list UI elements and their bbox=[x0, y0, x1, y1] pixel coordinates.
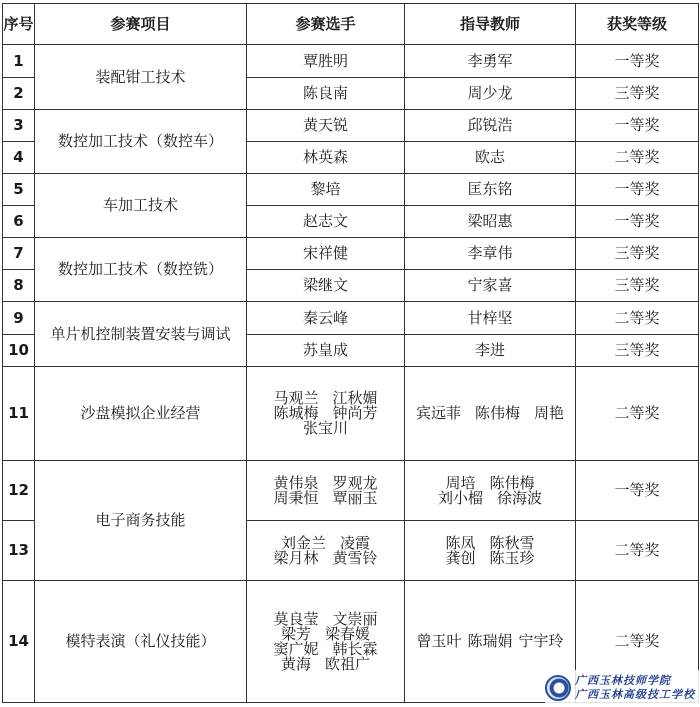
table-row bbox=[3, 302, 699, 335]
contestant-name: 罗观龙 bbox=[332, 473, 378, 492]
award-cell: 二等奖 bbox=[576, 581, 699, 703]
award-cell: 二等奖 bbox=[576, 521, 699, 581]
contestant-cell: 秦云峰 bbox=[247, 302, 405, 335]
instructor-cell bbox=[405, 461, 576, 521]
table-row bbox=[3, 238, 699, 270]
event-cell: 装配钳工技术 bbox=[35, 45, 247, 110]
event-cell: 沙盘模拟企业经营 bbox=[35, 367, 247, 461]
contestant-cell: 宋祥健 bbox=[247, 238, 405, 270]
award-cell: 一等奖 bbox=[576, 45, 699, 78]
school-name-line2: 广西玉林高级技工学校 bbox=[575, 688, 695, 701]
contestant-name: 梁月林 bbox=[273, 548, 319, 567]
contestant-name: 钟尚芳 bbox=[332, 404, 378, 422]
contestant-name: 欧祖广 bbox=[325, 654, 371, 673]
award-cell: 一等奖 bbox=[576, 174, 699, 206]
award-cell: 一等奖 bbox=[576, 461, 699, 521]
instructor-name: 陈伟梅 bbox=[474, 404, 520, 422]
contestant-cell: 覃胜明 bbox=[247, 45, 405, 78]
contestant-name: 梁春媛 bbox=[325, 624, 371, 643]
instructor-name: 宁宇玲 bbox=[518, 632, 564, 650]
contestant-name: 窦广妮 bbox=[273, 639, 319, 658]
award-cell: 二等奖 bbox=[576, 367, 699, 461]
event-cell: 单片机控制装置安装与调试 bbox=[35, 302, 247, 367]
seq-cell: 9 bbox=[3, 302, 35, 335]
instructor-cell: 邱锐浩 bbox=[405, 110, 576, 142]
contestant-name: 梁芳 bbox=[280, 624, 311, 643]
seq-cell: 13 bbox=[3, 521, 35, 581]
seq-cell: 1 bbox=[3, 45, 35, 78]
contestant-name: 凌霞 bbox=[340, 533, 371, 552]
header-seq: 序号 bbox=[3, 4, 35, 45]
seq-cell: 4 bbox=[3, 142, 35, 174]
instructor-cell bbox=[405, 521, 576, 581]
seq-cell: 2 bbox=[3, 78, 35, 110]
instructor-cell: 匡东铭 bbox=[405, 174, 576, 206]
school-logo-icon bbox=[545, 675, 571, 701]
instructor-name: 龚创 bbox=[445, 548, 476, 567]
instructor-name: 陈秋雪 bbox=[489, 533, 535, 552]
instructor-cell: 梁昭惠 bbox=[405, 206, 576, 238]
table-row bbox=[3, 461, 699, 521]
header-award: 获奖等级 bbox=[576, 4, 699, 45]
award-cell: 三等奖 bbox=[576, 335, 699, 367]
contestant-name: 覃丽玉 bbox=[332, 488, 378, 507]
instructor-name: 徐海波 bbox=[497, 488, 543, 507]
contestant-name: 江秋媚 bbox=[332, 389, 378, 407]
instructor-name: 陈瑞娟 bbox=[467, 632, 513, 650]
contestant-cell: 苏皇成 bbox=[247, 335, 405, 367]
contestant-cell: 黄天锐 bbox=[247, 110, 405, 142]
contestant-name: 韩长霖 bbox=[332, 639, 378, 658]
school-name-line1: 广西玉林技师学院 bbox=[575, 674, 671, 687]
instructor-cell: 宁家喜 bbox=[405, 270, 576, 302]
award-cell: 三等奖 bbox=[576, 238, 699, 270]
contestant-name: 黄雪铃 bbox=[332, 548, 378, 567]
instructor-name: 陈伟梅 bbox=[489, 473, 535, 492]
instructor-cell: 欧志 bbox=[405, 142, 576, 174]
header-contestants: 参赛选手 bbox=[247, 4, 405, 45]
school-watermark bbox=[545, 670, 700, 706]
table-row bbox=[3, 45, 699, 78]
header-instructors: 指导教师 bbox=[405, 4, 576, 45]
instructor-name: 宾远菲 bbox=[415, 404, 461, 422]
seq-cell: 7 bbox=[3, 238, 35, 270]
award-cell: 三等奖 bbox=[576, 270, 699, 302]
seq-cell: 5 bbox=[3, 174, 35, 206]
contestant-cell bbox=[247, 461, 405, 521]
contestant-name: 黄伟泉 bbox=[273, 473, 319, 492]
seq-cell: 14 bbox=[3, 581, 35, 703]
header-event: 参赛项目 bbox=[35, 4, 247, 45]
contestant-cell: 梁继文 bbox=[247, 270, 405, 302]
seq-cell: 8 bbox=[3, 270, 35, 302]
contestant-name: 周秉恒 bbox=[273, 488, 319, 507]
award-cell: 三等奖 bbox=[576, 78, 699, 110]
seq-cell: 6 bbox=[3, 206, 35, 238]
event-cell: 模特表演（礼仪技能） bbox=[35, 581, 247, 703]
header-row bbox=[3, 4, 699, 45]
seq-cell: 3 bbox=[3, 110, 35, 142]
instructor-cell: 李章伟 bbox=[405, 238, 576, 270]
table-row bbox=[3, 367, 699, 461]
event-cell: 车加工技术 bbox=[35, 174, 247, 238]
instructor-name: 周培 bbox=[445, 473, 476, 492]
contestant-cell bbox=[247, 521, 405, 581]
instructor-cell: 李勇军 bbox=[405, 45, 576, 78]
contestant-name: 张宝川 bbox=[302, 419, 348, 437]
event-cell: 数控加工技术（数控车） bbox=[35, 110, 247, 174]
seq-cell: 10 bbox=[3, 335, 35, 367]
contestant-name: 马观兰 bbox=[273, 389, 319, 407]
instructor-name: 陈凤 bbox=[445, 533, 476, 552]
contestant-cell bbox=[247, 581, 405, 703]
seq-cell: 11 bbox=[3, 367, 35, 461]
table-row bbox=[3, 110, 699, 142]
instructor-name: 陈玉珍 bbox=[489, 548, 535, 567]
contestant-cell: 赵志文 bbox=[247, 206, 405, 238]
contestant-cell: 黎培 bbox=[247, 174, 405, 206]
contestant-name: 黄海 bbox=[280, 654, 311, 673]
award-cell: 一等奖 bbox=[576, 110, 699, 142]
instructor-name: 周艳 bbox=[534, 404, 565, 422]
seq-cell: 12 bbox=[3, 461, 35, 521]
contestant-cell: 林英森 bbox=[247, 142, 405, 174]
instructor-name: 刘小榴 bbox=[437, 488, 483, 507]
contestant-cell: 陈良南 bbox=[247, 78, 405, 110]
award-cell: 二等奖 bbox=[576, 142, 699, 174]
event-cell: 数控加工技术（数控铣） bbox=[35, 238, 247, 302]
contestant-cell bbox=[247, 367, 405, 461]
table-row bbox=[3, 174, 699, 206]
contestant-name: 陈城梅 bbox=[273, 404, 319, 422]
award-cell: 一等奖 bbox=[576, 206, 699, 238]
awards-table bbox=[2, 3, 699, 703]
instructor-cell: 周少龙 bbox=[405, 78, 576, 110]
award-cell: 二等奖 bbox=[576, 302, 699, 335]
instructor-cell bbox=[405, 367, 576, 461]
instructor-name: 曾玉叶 bbox=[416, 632, 462, 650]
contestant-name: 莫良莹 bbox=[273, 609, 319, 628]
instructor-cell: 李进 bbox=[405, 335, 576, 367]
school-name bbox=[575, 674, 695, 702]
contestant-name: 文崇丽 bbox=[332, 609, 378, 628]
instructor-cell: 甘梓坚 bbox=[405, 302, 576, 335]
event-cell: 电子商务技能 bbox=[35, 461, 247, 581]
contestant-name: 刘金兰 bbox=[280, 533, 326, 552]
